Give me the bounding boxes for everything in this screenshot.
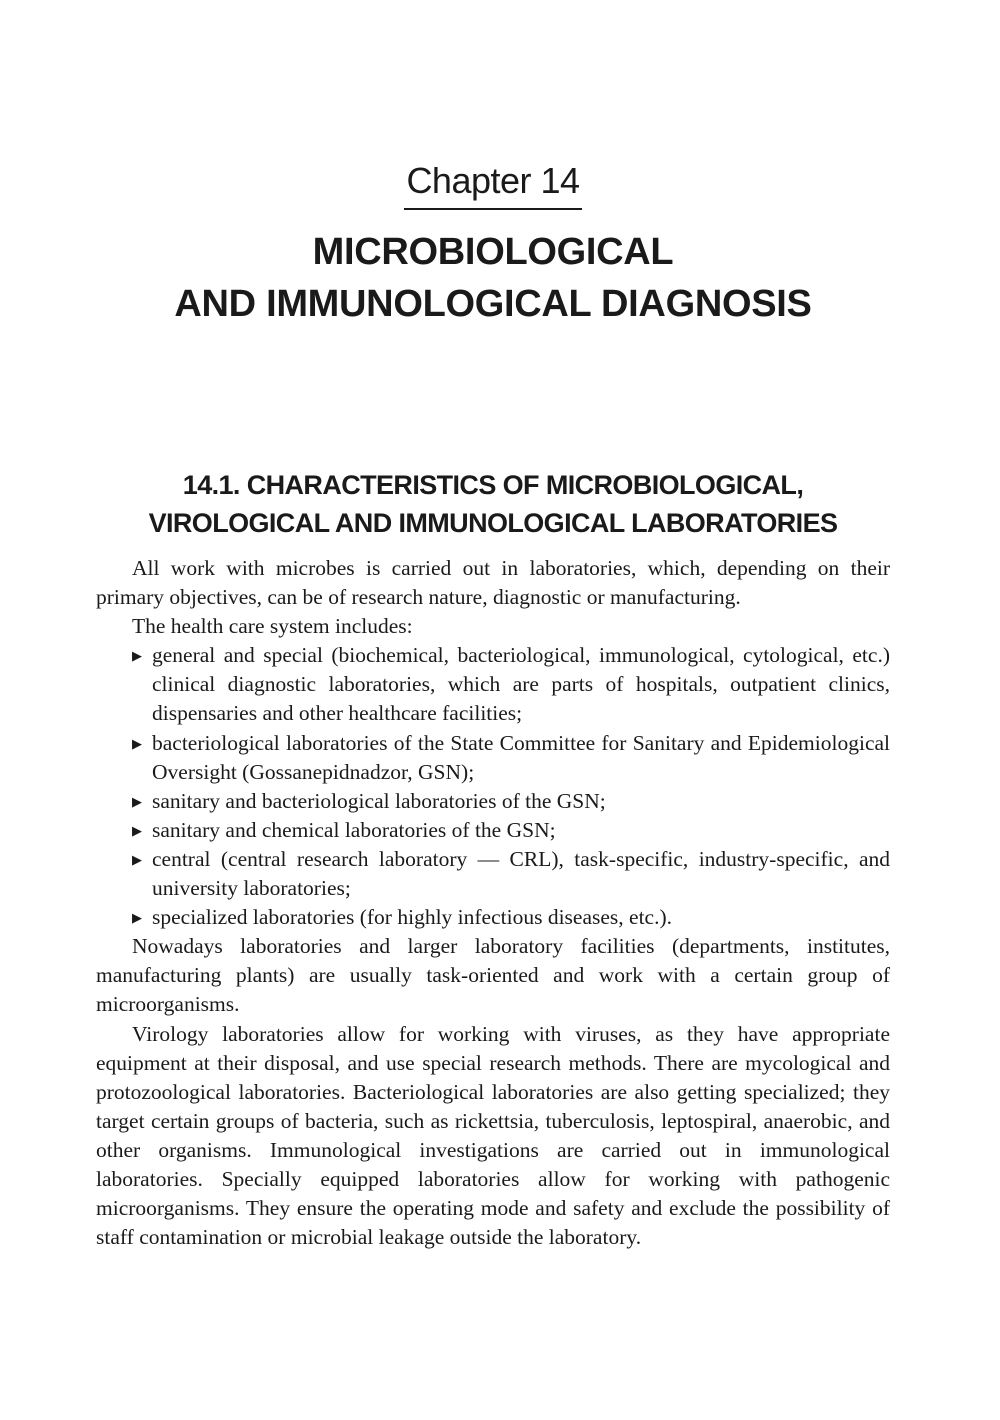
list-item bbox=[96, 729, 890, 787]
section-heading-line-2: VIROLOGICAL AND IMMUNOLOGICAL LABORATORIES bbox=[148, 508, 838, 538]
list-item-text: general and special (biochemical, bacteriological, immunological, cytological, etc.) clinical diagnostic laboratories, which are parts of hospitals, outpatient clinics, dispensaries and other healthcare facilities; bbox=[152, 643, 890, 726]
list-item bbox=[96, 641, 890, 728]
laboratory-list bbox=[96, 641, 890, 932]
list-item bbox=[96, 787, 890, 816]
bullet-triangle-icon: ▶ bbox=[132, 851, 142, 867]
bullet-triangle-icon: ▶ bbox=[132, 793, 142, 809]
paragraph-task-oriented: Nowadays laboratories and larger laboratory facilities (departments, institutes, manufacturing plants) are usually task-oriented and work with a certain group of microorganisms. bbox=[96, 934, 890, 1017]
paragraph-virology: Virology laboratories allow for working with viruses, as they have appropriate equipment at their disposal, and use special research methods. There are mycological and protozoological laboratories. Bacteriological laboratories are also getting specialized; they target certain groups of bacteria, such as rickettsia, tuberculosis, leptospiral, anaerobic, and other organisms. Immunological investigations are carried out in immunological laboratories. Specially equipped laboratories allow for working with pathogenic microorganisms. They ensure the operating mode and safety and exclude the possibility of staff contamination or microbial leakage outside the laboratory. bbox=[96, 1021, 890, 1250]
paragraph-intro: All work with microbes is carried out in laboratories, which, depending on their primary objectives, can be of research nature, diagnostic or manufacturing. bbox=[96, 556, 890, 610]
chapter-title-line-1: MICROBIOLOGICAL bbox=[312, 231, 674, 273]
body-text bbox=[96, 554, 890, 1252]
section-heading bbox=[96, 466, 890, 542]
bullet-triangle-icon: ▶ bbox=[132, 822, 142, 838]
chapter-label-text: Chapter 14 bbox=[404, 160, 581, 210]
list-item-text: central (central research laboratory — CRL), task-specific, industry-specific, and university laboratories; bbox=[152, 846, 890, 901]
bullet-triangle-icon: ▶ bbox=[132, 910, 142, 926]
chapter-label bbox=[96, 160, 890, 210]
list-item-text: sanitary and chemical laboratories of the GSN; bbox=[152, 817, 556, 842]
bullet-triangle-icon: ▶ bbox=[132, 735, 142, 751]
bullet-triangle-icon: ▶ bbox=[132, 648, 142, 664]
list-item-text: bacteriological laboratories of the State Committee for Sanitary and Epidemiological Oversight (Gossanepidnadzor, GSN); bbox=[152, 730, 890, 784]
paragraph-list-lead: The health care system includes: bbox=[132, 614, 413, 639]
section-heading-line-1: 14.1. CHARACTERISTICS OF MICROBIOLOGICAL, bbox=[182, 470, 804, 500]
list-item bbox=[96, 816, 890, 845]
list-item bbox=[96, 903, 890, 932]
list-item-text: sanitary and bacteriological laboratories of the GSN; bbox=[152, 788, 606, 813]
chapter-title bbox=[96, 226, 890, 330]
list-item-text: specialized laboratories (for highly infectious diseases, etc.). bbox=[152, 905, 672, 930]
chapter-title-line-2: AND IMMUNOLOGICAL DIAGNOSIS bbox=[174, 283, 812, 325]
list-item bbox=[96, 845, 890, 903]
